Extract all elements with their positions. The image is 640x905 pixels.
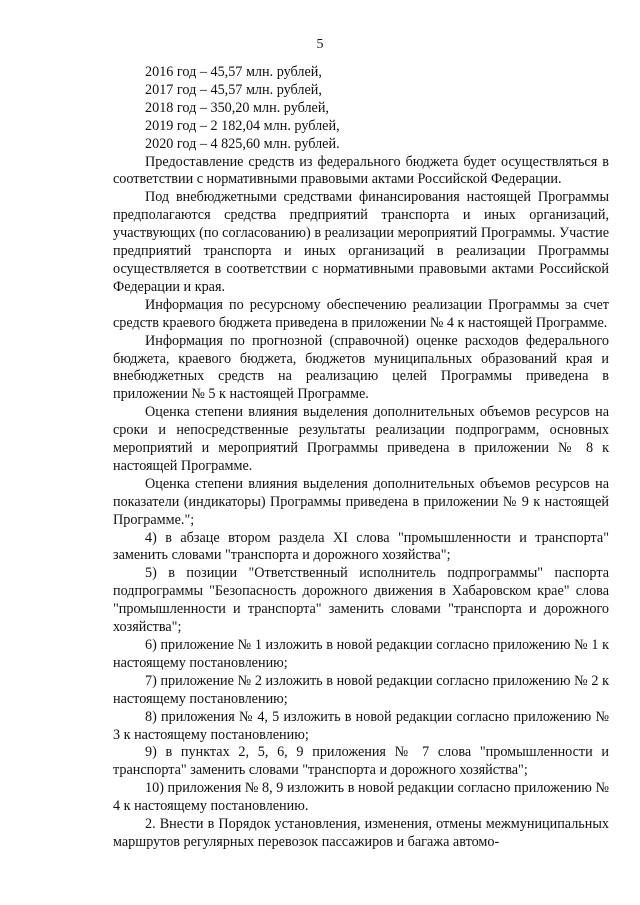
paragraph-impact-indicators: Оценка степени влияния выделения дополнительных объемов ресурсов на показатели (индикаторы) Программы приведена в приложении № 9 к настоящей Программе."; [113, 475, 609, 528]
paragraph-extrabudgetary-funds: Под внебюджетными средствами финансирования настоящей Программы предполагаются средства предприятий транспорта и иных организаций, участвующих (по согласованию) в реализации мероприятий Программы. Участие предприятий транспорта и иных организаций в реализации Программы осуществляется в соответствии с нормативными правовыми актами Российской Федерации и края. [113, 189, 609, 295]
funding-line-2017: 2017 год – 45,57 млн. рублей, [145, 81, 322, 98]
paragraph-resource-info: Информация по ресурсному обеспечению реализации Программы за счет средств краевого бюджета приведена в приложении № 4 к настоящей Программе. [113, 296, 609, 331]
funding-line-2018: 2018 год – 350,20 млн. рублей, [145, 99, 329, 116]
funding-line-2020: 2020 год – 4 825,60 млн. рублей. [145, 135, 340, 152]
paragraph-item-9: 9) в пунктах 2, 5, 6, 9 приложения № 7 слова "промышленности и транспорта" заменить словами "транспорта и дорожного хозяйства"; [113, 744, 609, 779]
paragraph-item-4: 4) в абзаце втором раздела XI слова "промышленности и транспорта" заменить словами "транспорта и дорожного хозяйства"; [113, 529, 609, 564]
funding-line-2019: 2019 год – 2 182,04 млн. рублей, [145, 117, 340, 134]
document-body [113, 64, 609, 852]
paragraph-item-5: 5) в позиции "Ответственный исполнитель подпрограммы" паспорта подпрограммы "Безопасность дорожного движения в Хабаровском крае" слова "промышленности и транспорта" заменить словами "транспорта и дорожного хозяйства"; [113, 565, 609, 636]
paragraph-item-10: 10) приложения № 8, 9 изложить в новой редакции согласно приложению № 4 к настоящему постановлению. [113, 780, 609, 815]
paragraph-federal-budget: Предоставление средств из федерального бюджета будет осуществляться в соответствии с нормативными правовыми актами Российской Федерации. [113, 153, 609, 188]
paragraph-item-7: 7) приложение № 2 изложить в новой редакции согласно приложению № 2 к настоящему постановлению; [113, 672, 609, 707]
page-number: 5 [316, 37, 324, 52]
paragraph-impact-deadlines: Оценка степени влияния выделения дополнительных объемов ресурсов на сроки и непосредственные результаты реализации подпрограмм, основных мероприятий и мероприятий Программы приведена в приложении № 8 к настоящей Программе. [113, 404, 609, 474]
paragraph-item-8: 8) приложения № 4, 5 изложить в новой редакции согласно приложению № 3 к настоящему постановлению; [113, 708, 609, 743]
paragraph-item-6: 6) приложение № 1 изложить в новой редакции согласно приложению № 1 к настоящему постановлению; [113, 637, 609, 671]
paragraph-forecast-info: Информация по прогнозной (справочной) оценке расходов федерального бюджета, краевого бюджета, бюджетов муниципальных образований края и внебюджетных средств на реализацию целей Программы приведена в приложении № 5 к настоящей Программе. [113, 332, 609, 403]
paragraph-section-2: 2. Внести в Порядок установления, изменения, отмены межмуниципальных маршрутов регулярных перевозок пассажиров и багажа автомо- [113, 816, 609, 850]
funding-line-2016: 2016 год – 45,57 млн. рублей, [145, 64, 322, 80]
